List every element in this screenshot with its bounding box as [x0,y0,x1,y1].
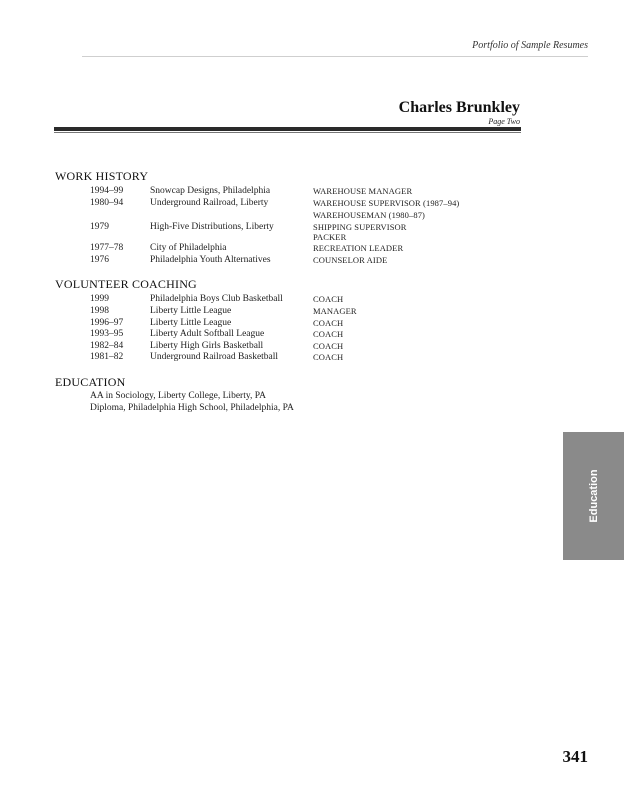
coaching-years: 1999 [90,294,109,304]
work-years: 1979 [90,222,109,232]
name-divider-thick [54,127,521,131]
coaching-years: 1981–82 [90,352,124,362]
coaching-organization: Liberty Adult Softball League [150,329,265,339]
section-thumb-tab [563,432,624,560]
work-title: WAREHOUSEMAN (1980–87) [313,210,425,220]
coaching-organization: Liberty High Girls Basketball [150,341,264,351]
work-employer: High-Five Distributions, Liberty [150,222,274,232]
coaching-years: 1996–97 [90,318,124,328]
coaching-years: 1998 [90,306,109,316]
work-title: WAREHOUSE MANAGER [313,186,413,196]
work-employer: Philadelphia Youth Alternatives [150,255,271,265]
work-years: 1980–94 [90,198,124,208]
work-history-heading: WORK HISTORY [55,169,149,183]
work-years: 1977–78 [90,243,124,253]
coaching-organization: Liberty Little League [150,318,232,328]
work-title: PACKER [313,232,347,242]
coaching-row [0,306,624,318]
work-history-row [0,210,624,222]
section-thumb-tab-label: Education [587,469,600,523]
work-employer: Snowcap Designs, Philadelphia [150,186,271,196]
name-divider-thin [54,132,521,133]
education-heading: EDUCATION [55,375,126,389]
work-history-row [0,243,624,255]
education-entry: AA in Sociology, Liberty College, Liberty, PA [90,391,267,401]
volunteer-coaching-heading: VOLUNTEER COACHING [55,277,197,291]
work-history-row [0,255,624,267]
coaching-row [0,329,624,341]
work-years: 1994–99 [90,186,124,196]
coaching-row [0,294,624,306]
work-title: SHIPPING SUPERVISOR [313,222,407,232]
work-employer: Underground Railroad, Liberty [150,198,269,208]
work-title: WAREHOUSE SUPERVISOR (1987–94) [313,198,460,208]
resume-name: Charles Brunkley [398,99,520,116]
coaching-organization: Underground Railroad Basketball [150,352,279,362]
coaching-role: MANAGER [313,306,357,316]
work-history-row [0,198,624,210]
coaching-row [0,352,624,364]
resume-page-label: Page Two [488,117,520,126]
coaching-role: COACH [313,329,344,339]
coaching-role: COACH [313,318,344,328]
running-head: Portfolio of Sample Resumes [472,40,588,51]
work-years: 1976 [90,255,109,265]
coaching-organization: Liberty Little League [150,306,232,316]
education-entry: Diploma, Philadelphia High School, Philadelphia, PA [90,403,294,413]
page-number: 341 [562,747,588,766]
work-title: RECREATION LEADER [313,243,404,253]
coaching-role: COACH [313,352,344,362]
coaching-years: 1993–95 [90,329,124,339]
work-employer: City of Philadelphia [150,243,227,253]
header-divider [82,56,588,57]
coaching-organization: Philadelphia Boys Club Basketball [150,294,283,304]
work-title: COUNSELOR AIDE [313,255,388,265]
coaching-years: 1982–84 [90,341,124,351]
work-history-row [0,186,624,198]
coaching-role: COACH [313,341,344,351]
coaching-role: COACH [313,294,344,304]
